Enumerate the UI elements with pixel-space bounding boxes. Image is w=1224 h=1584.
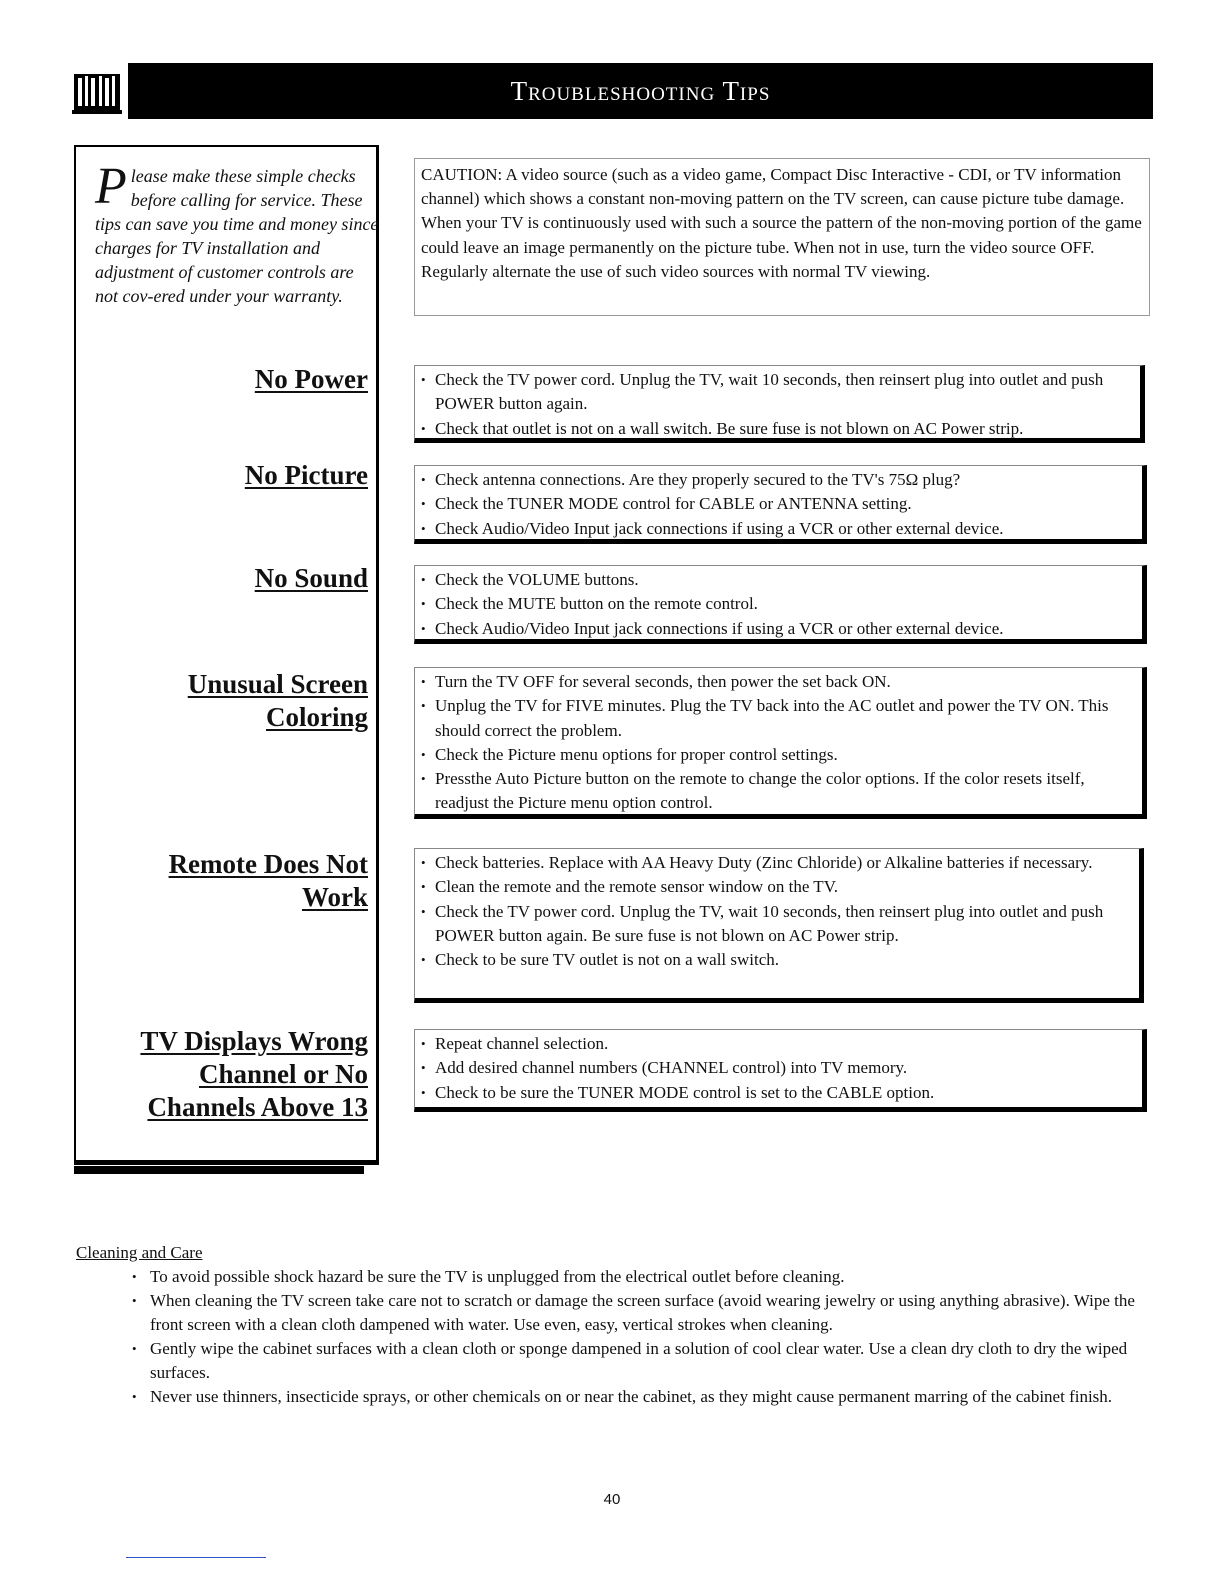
book-icon bbox=[72, 66, 122, 116]
cleaning-and-care bbox=[76, 1241, 1136, 1409]
intro-text bbox=[95, 158, 380, 308]
page-number: 40 bbox=[603, 1491, 621, 1508]
list-item: • Check the VOLUME buttons. bbox=[421, 568, 1138, 592]
page-title-bar bbox=[128, 63, 1153, 119]
intro-dropcap: P bbox=[95, 158, 127, 215]
list-item: • Check Audio/Video Input jack connections if using a VCR or other external device. bbox=[421, 617, 1138, 641]
list-item: • Add desired channel numbers (CHANNEL control) into TV memory. bbox=[421, 1056, 1138, 1080]
no-picture-box bbox=[414, 465, 1147, 544]
heading-wrong-channel: TV Displays Wrong Channel or No Channels Above 13 bbox=[140, 1026, 368, 1122]
list-item: • Check the TUNER MODE control for CABLE or ANTENNA setting. bbox=[421, 492, 1138, 516]
unusual-coloring-box bbox=[414, 667, 1147, 819]
list-item: • Check that outlet is not on a wall switch. Be sure fuse is not blown on AC Power strip. bbox=[421, 417, 1136, 441]
wrong-channel-box bbox=[414, 1029, 1147, 1112]
list-item: • Check the TV power cord. Unplug the TV, wait 10 seconds, then reinsert plug into outlet and push POWER button again. Be sure fuse is not blown on AC Power strip. bbox=[421, 900, 1135, 949]
list-item: • Check to be sure TV outlet is not on a wall switch. bbox=[421, 948, 1135, 972]
list-item: • Clean the remote and the remote sensor window on the TV. bbox=[421, 875, 1135, 899]
caution-box bbox=[414, 158, 1150, 316]
heading-no-picture: No Picture bbox=[244, 460, 368, 490]
list-item: • Check to be sure the TUNER MODE control is set to the CABLE option. bbox=[421, 1081, 1138, 1105]
footer-rule bbox=[126, 1557, 266, 1558]
caution-text: CAUTION: A video source (such as a video game, Compact Disc Interactive - CDI, or TV information channel) which shows a constant non-moving pattern on the TV screen, can cause picture tube damage. When your TV is continuously used with such a source the pattern of the non-moving portion of the game could leave an image permanently on the picture tube. When not in use, turn the video source OFF. Regularly alternate the use of such video sources with normal TV viewing. bbox=[421, 165, 1142, 281]
list-item: • Gently wipe the cabinet surfaces with a clean cloth or sponge dampened in a solution of cool clear water. Use a clean dry cloth to dry the wiped surfaces. bbox=[150, 1337, 1136, 1385]
no-sound-box bbox=[414, 565, 1147, 644]
remote-box bbox=[414, 848, 1144, 1003]
cleaning-title: Cleaning and Care bbox=[76, 1243, 203, 1262]
list-item: • Never use thinners, insecticide sprays, or other chemicals on or near the cabinet, as they might cause permanent marring of the cabinet finish. bbox=[150, 1385, 1136, 1409]
heading-no-sound: No Sound bbox=[254, 563, 368, 593]
no-power-box bbox=[414, 365, 1145, 443]
list-item: • To avoid possible shock hazard be sure the TV is unplugged from the electrical outlet before cleaning. bbox=[150, 1265, 1136, 1289]
list-item: • Unplug the TV for FIVE minutes. Plug the TV back into the AC outlet and power the TV ON. This should correct the problem. bbox=[421, 694, 1138, 743]
list-item: • Check the TV power cord. Unplug the TV, wait 10 seconds, then reinsert plug into outlet and push POWER button again. bbox=[421, 368, 1136, 417]
list-item: • Check Audio/Video Input jack connections if using a VCR or other external device. bbox=[421, 517, 1138, 541]
list-item: • When cleaning the TV screen take care not to scratch or damage the screen surface (avoid wearing jewelry or using anything abrasive). Wipe the front screen with a clean cloth dampened with water. Use even, easy, vertical strokes when cleaning. bbox=[150, 1289, 1136, 1337]
heading-unusual-screen-coloring: Unusual Screen Coloring bbox=[187, 669, 368, 732]
heading-remote-does-not-work: Remote Does Not Work bbox=[168, 849, 368, 912]
list-item: • Check the MUTE button on the remote control. bbox=[421, 592, 1138, 616]
page-title: Troubleshooting Tips bbox=[510, 75, 771, 106]
list-item: • Turn the TV OFF for several seconds, then power the set back ON. bbox=[421, 670, 1138, 694]
heading-no-power: No Power bbox=[254, 364, 368, 394]
list-item: • Pressthe Auto Picture button on the remote to change the color options. If the color resets itself, readjust the Picture menu option control. bbox=[421, 767, 1138, 816]
list-item: • Repeat channel selection. bbox=[421, 1032, 1138, 1056]
list-item: • Check antenna connections. Are they properly secured to the TV's 75Ω plug? bbox=[421, 468, 1138, 492]
list-item: • Check the Picture menu options for proper control settings. bbox=[421, 743, 1138, 767]
list-item: • Check batteries. Replace with AA Heavy Duty (Zinc Chloride) or Alkaline batteries if necessary. bbox=[421, 851, 1135, 875]
intro-body: lease make these simple checks before calling for service. These tips can save you time and money since charges for TV installation and adjustment of customer controls are not cov-ered under your warranty. bbox=[95, 166, 379, 306]
